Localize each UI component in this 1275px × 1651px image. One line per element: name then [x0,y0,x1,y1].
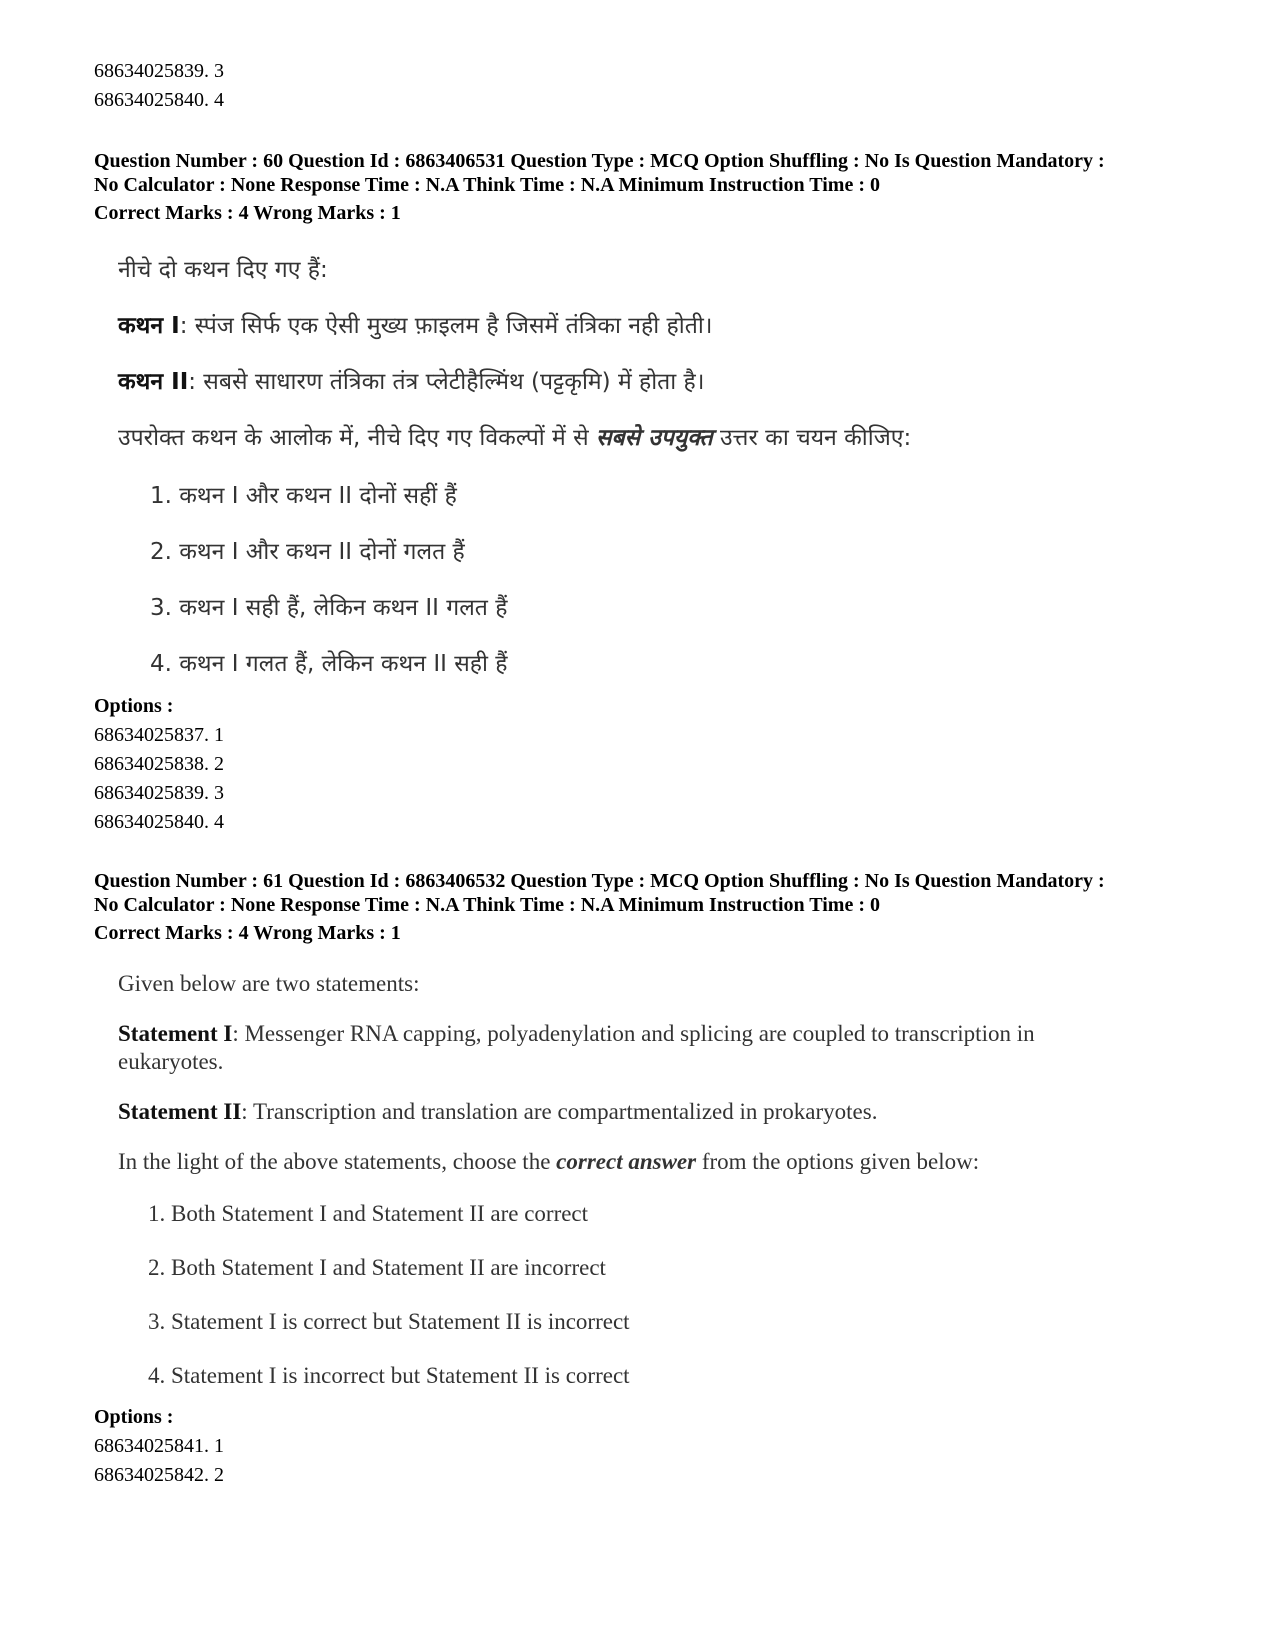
q61-statement-1 [118,1020,1055,1076]
option-line: 68634025837. 1 [94,724,224,746]
q61-question-body [118,970,1055,1416]
q61-options [94,1403,1215,1490]
q60-options [94,692,1215,837]
q60-choice-2: 2. कथन I और कथन II दोनों गलत हैं [150,539,465,565]
q61-intro: Given below are two statements: [118,971,420,996]
option-line: 68634025839. 3 [94,60,224,82]
q61-s2-text: : Transcription and translation are compartmentalized in prokaryotes. [241,1099,878,1124]
q60-choice-3: 3. कथन I सही हैं, लेकिन कथन II गलत हैं [150,595,508,621]
q61-choice-4: 4. Statement I is incorrect but Statement II is correct [148,1363,630,1388]
q60-meta-line2: No Calculator : None Response Time : N.A Think Time : N.A Minimum Instruction Time : 0 [94,174,880,196]
q61-choice-2: 2. Both Statement I and Statement II are incorrect [148,1255,606,1280]
q60-question-body [118,255,1215,705]
q60-instr-pre: उपरोक्त कथन के आलोक में, नीचे दिए गए विकल्पों में से [118,425,596,451]
q61-s1-text: : Messenger RNA capping, polyadenylation and splicing are coupled to transcription in eukaryotes. [118,1021,1035,1074]
q61-choices [148,1200,1055,1416]
option-line: 68634025841. 1 [94,1435,224,1457]
prev-question-options [94,57,1215,115]
q60-instr-post: उत्तर का चयन कीजिए: [712,425,912,451]
q60-metadata [94,149,1215,225]
q60-intro: नीचे दो कथन दिए गए हैं: [118,257,328,283]
q60-statement-2 [118,367,1215,397]
q60-s1-text: : स्पंज सिर्फ एक ऐसी मुख्य फ़ाइलम है जिसमें तंत्रिका नही होती। [179,313,713,339]
q60-instruction [118,423,1215,453]
option-line: 68634025840. 4 [94,89,224,111]
q60-instr-emphasis: सबसे उपयुक्त [595,425,713,451]
q61-instr-emphasis: correct answer [556,1149,697,1174]
q61-s1-label: Statement I [118,1021,233,1046]
q60-statement-1 [118,311,1215,341]
q61-statement-2 [118,1098,1055,1126]
q60-choice-4: 4. कथन I गलत हैं, लेकिन कथन II सही हैं [150,651,508,677]
q61-meta-line2: No Calculator : None Response Time : N.A Think Time : N.A Minimum Instruction Time : 0 [94,894,880,916]
q60-s1-label: कथन I [118,313,180,339]
q60-options-title: Options : [94,695,174,717]
q60-choice-1: 1. कथन I और कथन II दोनों सहीं हैं [150,483,457,509]
q61-instr-post: from the options given below: [696,1149,980,1174]
q61-s2-label: Statement II [118,1099,242,1124]
q61-choice-1: 1. Both Statement I and Statement II are correct [148,1201,589,1226]
q60-choices [150,481,1215,705]
q61-instruction [118,1148,1055,1176]
option-line: 68634025840. 4 [94,811,224,833]
q61-choice-3: 3. Statement I is correct but Statement II is incorrect [148,1309,630,1334]
q60-marks: Correct Marks : 4 Wrong Marks : 1 [94,202,401,224]
q61-metadata [94,869,1215,945]
q61-meta-line1: Question Number : 61 Question Id : 6863406532 Question Type : MCQ Option Shuffling : No Is Question Mandatory : [94,870,1105,892]
option-line: 68634025842. 2 [94,1464,224,1486]
option-line: 68634025838. 2 [94,753,224,775]
option-line: 68634025839. 3 [94,782,224,804]
q61-options-title: Options : [94,1406,174,1428]
q60-meta-line1: Question Number : 60 Question Id : 6863406531 Question Type : MCQ Option Shuffling : No Is Question Mandatory : [94,150,1105,172]
q61-marks: Correct Marks : 4 Wrong Marks : 1 [94,922,401,944]
q60-s2-label: कथन II [118,369,189,395]
q61-instr-pre: In the light of the above statements, choose the [118,1149,557,1174]
q60-s2-text: : सबसे साधारण तंत्रिका तंत्र प्लेटीहैल्मिंथ (पट्टकृमि) में होता है। [188,369,705,395]
